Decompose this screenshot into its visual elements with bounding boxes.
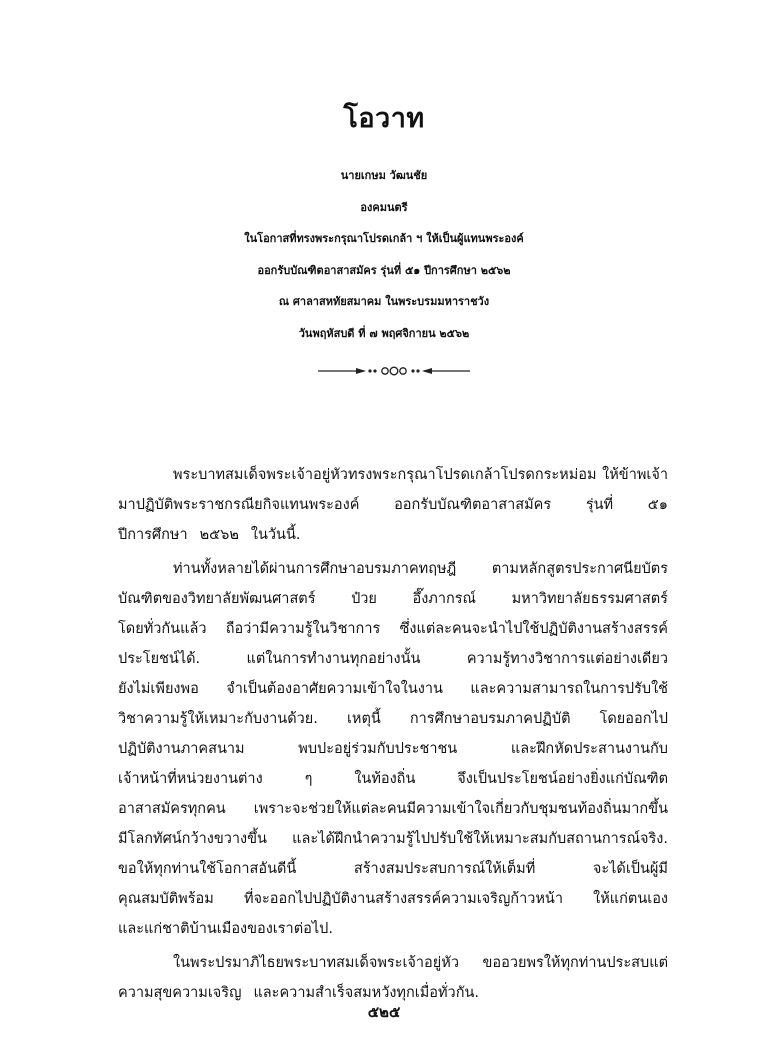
text-line: มาปฏิบัติพระราชกรณียกิจแทนพระองค์ ออกรับบัณฑิตอาสาสมัคร รุ่นที่ ๕๑ [118, 497, 668, 513]
speech-header [0, 160, 768, 349]
paragraph-1 [118, 460, 668, 550]
text-line: ประโยชน์ได้. แต่ในการทำงานทุกอย่างนั้น ความรู้ทางวิชาการแต่อย่างเดียว [118, 651, 668, 667]
text-line: วิชาความรู้ให้เหมาะกับงานด้วย. เหตุนี้ การศึกษาอบรมภาคปฏิบัติ โดยออกไป [118, 711, 668, 727]
text-line: คุณสมบัติพร้อม ที่จะออกไปปฏิบัติงานสร้างสรรค์ความเจริญก้าวหน้า ให้แก่ตนเอง [118, 891, 668, 907]
occasion-line: ในโอกาสที่ทรงพระกรุณาโปรดเกล้า ฯ ให้เป็นผู้แทนพระองค์ [244, 232, 524, 245]
text-line: ในพระปรมาภิไธยพระบาทสมเด็จพระเจ้าอยู่หัว ขออวยพรให้ทุกท่านประสบแต่ [173, 955, 668, 971]
text-line: ยังไม่เพียงพอ จำเป็นต้องอาศัยความเข้าใจในงาน และความสามารถในการปรับใช้ [118, 681, 668, 697]
divider-ornament-icon [318, 362, 470, 380]
text-line: ปีการศึกษา ๒๕๖๒ ในวันนี้. [118, 527, 301, 543]
speaker-name: นายเกษม วัฒนชัย [340, 169, 428, 182]
text-line: โดยทั่วกันแล้ว ถือว่ามีความรู้ในวิชาการ ซึ่งแต่ละคนจะนำไปใช้ปฏิบัติงานสร้างสรรค์ [118, 621, 668, 637]
speaker-role: องคมนตรี [360, 200, 408, 214]
page-number: ๕๒๕ [367, 1003, 401, 1021]
text-line: ขอให้ทุกท่านใช้โอกาสอันดีนี้ สร้างสมประสบการณ์ให้เต็มที่ จะได้เป็นผู้มี [118, 861, 668, 877]
text-line: พระบาทสมเด็จพระเจ้าอยู่หัวทรงพระกรุณาโปรดเกล้าโปรดกระหม่อม ให้ข้าพเจ้า [173, 467, 668, 483]
text-line: มีโลกทัศน์กว้างขวางขึ้น และได้ฝึกนำความรู้ไปปรับใช้ให้เหมาะสมกับสถานการณ์จริง. [118, 831, 668, 847]
paragraph-3 [118, 948, 668, 1008]
speech-body [118, 460, 668, 1012]
text-line: และแก่ชาติบ้านเมืองของเราต่อไป. [118, 921, 333, 937]
page-title: โอวาท [343, 103, 425, 134]
text-line: ความสุขความเจริญ และความสำเร็จสมหวังทุกเมื่อทั่วกัน. [118, 985, 479, 1001]
date-line: วันพฤหัสบดี ที่ ๗ พฤศจิกายน ๒๕๖๒ [298, 326, 470, 340]
venue-line: ณ ศาลาสหทัยสมาคม ในพระบรมมหาราชวัง [278, 295, 490, 308]
text-line: เจ้าหน้าที่หน่วยงานต่าง ๆ ในท้องถิ่น จึงเป็นประโยชน์อย่างยิ่งแก่บัณฑิต [118, 771, 668, 787]
text-line: ท่านทั้งหลายได้ผ่านการศึกษาอบรมภาคทฤษฎี ตามหลักสูตรประกาศนียบัตร [173, 561, 668, 577]
paragraph-2 [118, 554, 668, 944]
text-line: ปฏิบัติงานภาคสนาม พบปะอยู่ร่วมกับประชาชน และฝึกหัดประสานงานกับ [118, 741, 668, 757]
text-line: บัณฑิตของวิทยาลัยพัฒนศาสตร์ ป๋วย อึ๊งภากรณ์ มหาวิทยาลัยธรรมศาสตร์ [118, 591, 668, 607]
text-line: อาสาสมัครทุกคน เพราะจะช่วยให้แต่ละคนมีความเข้าใจเกี่ยวกับชุมชนท้องถิ่นมากขึ้น [118, 801, 668, 817]
event-line: ออกรับบัณฑิตอาสาสมัคร รุ่นที่ ๕๑ ปีการศึกษา ๒๕๖๒ [257, 263, 511, 277]
